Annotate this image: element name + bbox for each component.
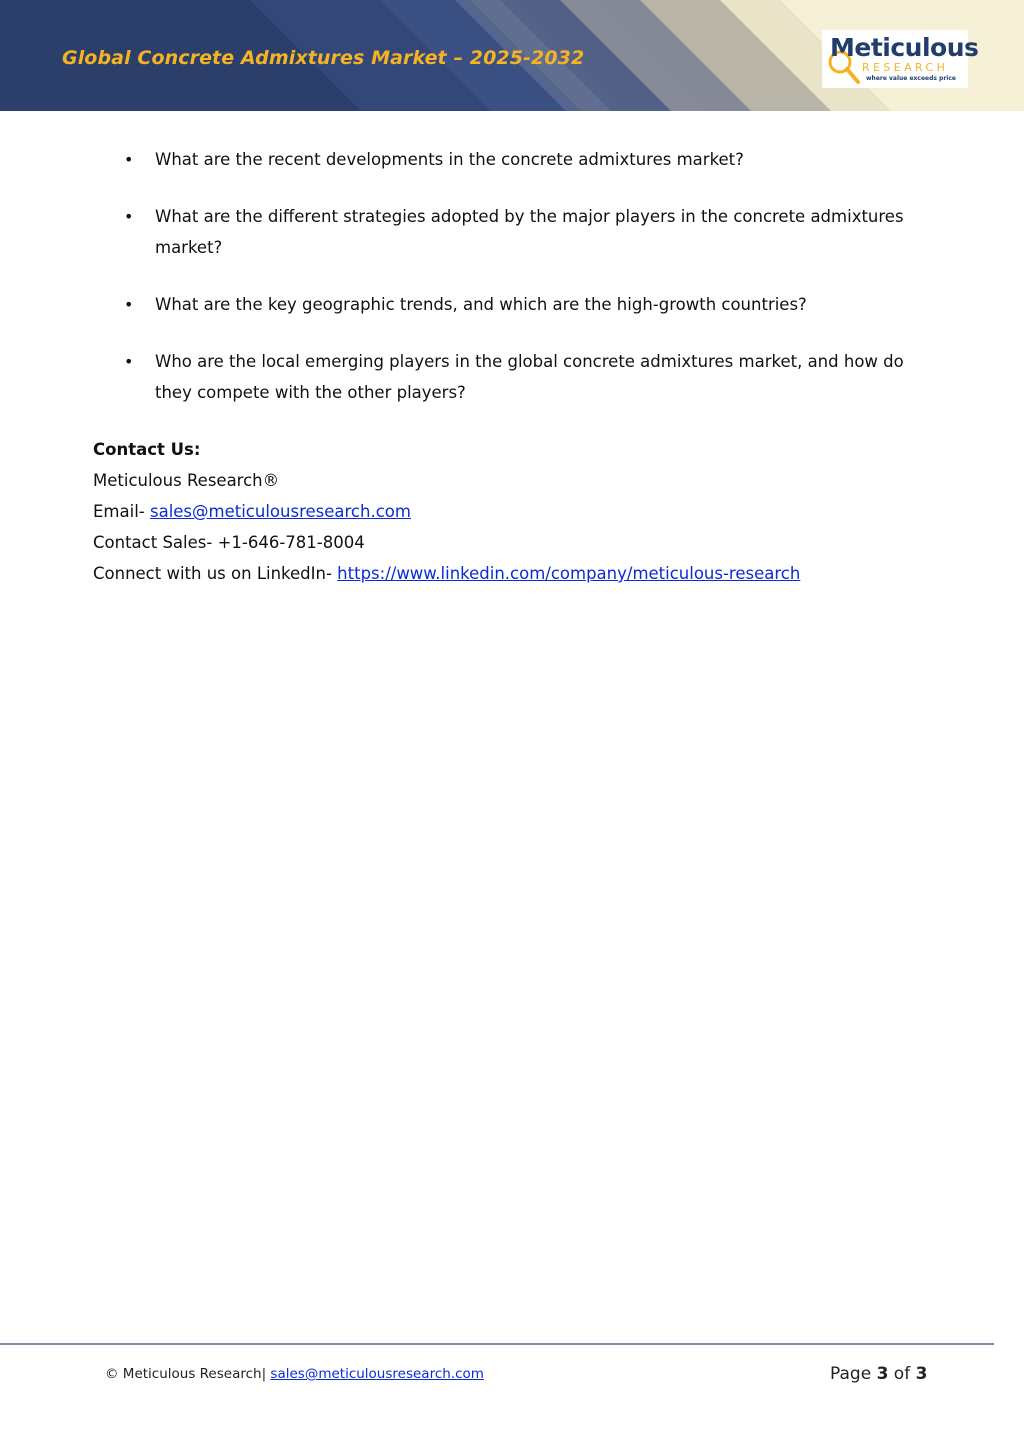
page-number (830, 1364, 927, 1384)
page-header (0, 0, 1024, 111)
logo-tagline: where value exceeds price (866, 75, 956, 82)
question-text: What are the different strategies adopted by the major players in the concrete admixtures market? (155, 207, 904, 257)
linkedin-link[interactable]: https://www.linkedin.com/company/meticulous-research (337, 564, 801, 583)
linkedin-line (93, 558, 943, 589)
page-total: 3 (915, 1364, 928, 1384)
logo-wordmark: Meticulous (830, 33, 979, 62)
footer-divider (0, 1343, 994, 1345)
sales-label: Contact Sales- (93, 533, 218, 552)
document-title: Global Concrete Admixtures Market – 2025-2032 (62, 47, 585, 69)
sales-phone: +1-646-781-8004 (217, 533, 365, 552)
list-item (93, 144, 943, 175)
footer-email-link[interactable]: sales@meticulousresearch.com (270, 1366, 484, 1382)
linkedin-label: Connect with us on LinkedIn- (93, 564, 338, 583)
bullet-icon: • (124, 207, 134, 226)
logo-subtitle: RESEARCH (862, 61, 949, 74)
contact-heading: Contact Us: (93, 440, 201, 459)
list-item (93, 289, 943, 320)
email-label: Email- (93, 502, 150, 521)
question-list (93, 144, 943, 408)
email-line (93, 496, 943, 527)
list-item (93, 201, 943, 263)
page-of: of (888, 1364, 916, 1384)
footer-copyright (105, 1366, 484, 1382)
bullet-icon: • (124, 150, 134, 169)
page-current: 3 (876, 1364, 889, 1384)
email-link[interactable]: sales@meticulousresearch.com (149, 502, 411, 521)
copyright-text: © Meticulous Research| (105, 1366, 271, 1382)
bullet-icon: • (124, 352, 134, 371)
page-content (93, 144, 943, 589)
contact-section (93, 434, 943, 589)
company-logo (822, 30, 979, 88)
page-word: Page (830, 1364, 877, 1384)
question-text: What are the key geographic trends, and which are the high-growth countries? (155, 295, 807, 314)
company-name: Meticulous Research® (93, 471, 280, 490)
question-text: What are the recent developments in the concrete admixtures market? (155, 150, 744, 169)
sales-line (93, 527, 943, 558)
question-text: Who are the local emerging players in the global concrete admixtures market, and how do they compete with the other players? (155, 352, 904, 402)
bullet-icon: • (124, 295, 134, 314)
list-item (93, 346, 943, 408)
